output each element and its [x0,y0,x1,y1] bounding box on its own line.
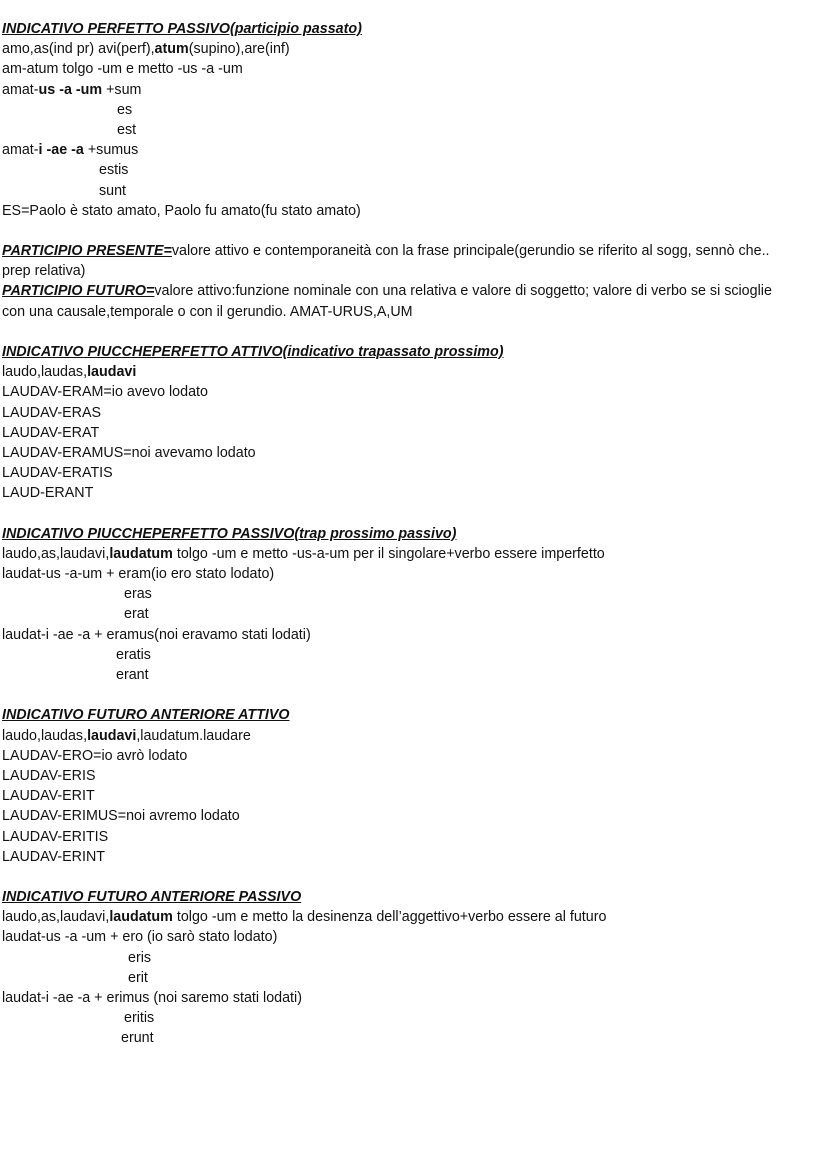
text-line: am-atum tolgo -um e metto -us -a -um [2,61,243,78]
text-line: LAUDAV-ERAS [2,404,102,421]
text-line: LAUDAV-ERAT [2,424,100,441]
text-line: LAUDAV-ERATIS [2,465,113,482]
document-page [2,19,828,1049]
text-line: laudo,as,laudavi,laudatum tolgo -um e metto -us-a-um per il singolare+verbo essere imperfetto [2,545,605,562]
text-line: laudat-i -ae -a + eramus(noi eravamo stati lodati) [2,626,311,643]
text-line: laudo,as,laudavi,laudatum tolgo -um e metto la desinenza dell’aggettivo+verbo essere al futuro [2,909,607,926]
text-line: laudat-i -ae -a + erimus (noi saremo stati lodati) [2,990,302,1006]
conjugation-line: est [117,121,137,138]
section-title: INDICATIVO PIUCCHEPERFETTO PASSIVO(trap prossimo passivo) [2,525,457,542]
section-title: INDICATIVO PERFETTO PASSIVO(participio passato) [2,21,362,37]
text-line: amat-us -a -um +sum [2,81,142,98]
conjugation-line: eris [128,949,152,966]
text-line: LAUDAV-ERAM=io avevo lodato [2,384,208,401]
text-line: LAUDAV-ERAMUS=noi avevamo lodato [2,444,256,461]
text-line: laudo,laudas,laudavi,laudatum.laudare [2,727,251,744]
conjugation-line: eratis [116,646,151,663]
section-title: INDICATIVO PIUCCHEPERFETTO ATTIVO(indicativo trapassato prossimo) [2,344,504,360]
text-line: LAUDAV-ERINT [2,848,106,865]
paragraph-line: prep relativa) [2,263,86,280]
text-line: amo,as(ind pr) avi(perf),atum(supino),are(inf) [2,41,290,58]
paragraph-line: PARTICIPIO PRESENTE=valore attivo e contemporaneità con la frase principale(gerundio se riferito al sogg, sennò che.. [2,243,770,260]
paragraph-line: con una causale,temporale o con il gerundio. AMAT-URUS,A,UM [2,303,413,320]
conjugation-line: erunt [121,1030,154,1047]
text-line: amat-i -ae -a +sumus [2,142,139,159]
conjugation-line: erant [116,667,149,683]
text-line: LAUDAV-ERO=io avrò lodato [2,747,188,764]
section-title: INDICATIVO FUTURO ANTERIORE PASSIVO [2,889,302,906]
text-line: ES=Paolo è stato amato, Paolo fu amato(fu stato amato) [2,202,361,219]
conjugation-line: eras [124,586,152,603]
text-line: LAUD-ERANT [2,485,94,502]
conjugation-line: estis [99,162,129,179]
conjugation-line: sunt [99,182,127,199]
conjugation-line: eritis [124,1010,155,1027]
text-line: laudat-us -a -um + ero (io sarò stato lodato) [2,929,278,946]
conjugation-line: erat [124,606,149,623]
text-line: laudo,laudas,laudavi [2,364,137,381]
section-title: INDICATIVO FUTURO ANTERIORE ATTIVO [2,707,290,724]
text-line: LAUDAV-ERIT [2,788,95,805]
text-line: LAUDAV-ERIS [2,767,96,784]
conjugation-line: erit [128,969,148,986]
text-line: LAUDAV-ERIMUS=noi avremo lodato [2,808,240,825]
paragraph-line: PARTICIPIO FUTURO=valore attivo:funzione nominale con una relativa e valore di soggetto; valore di verbo se si scioglie [2,283,772,300]
text-line: laudat-us -a-um + eram(io ero stato lodato) [2,566,275,583]
conjugation-line: es [117,101,133,118]
text-line: LAUDAV-ERITIS [2,828,109,845]
